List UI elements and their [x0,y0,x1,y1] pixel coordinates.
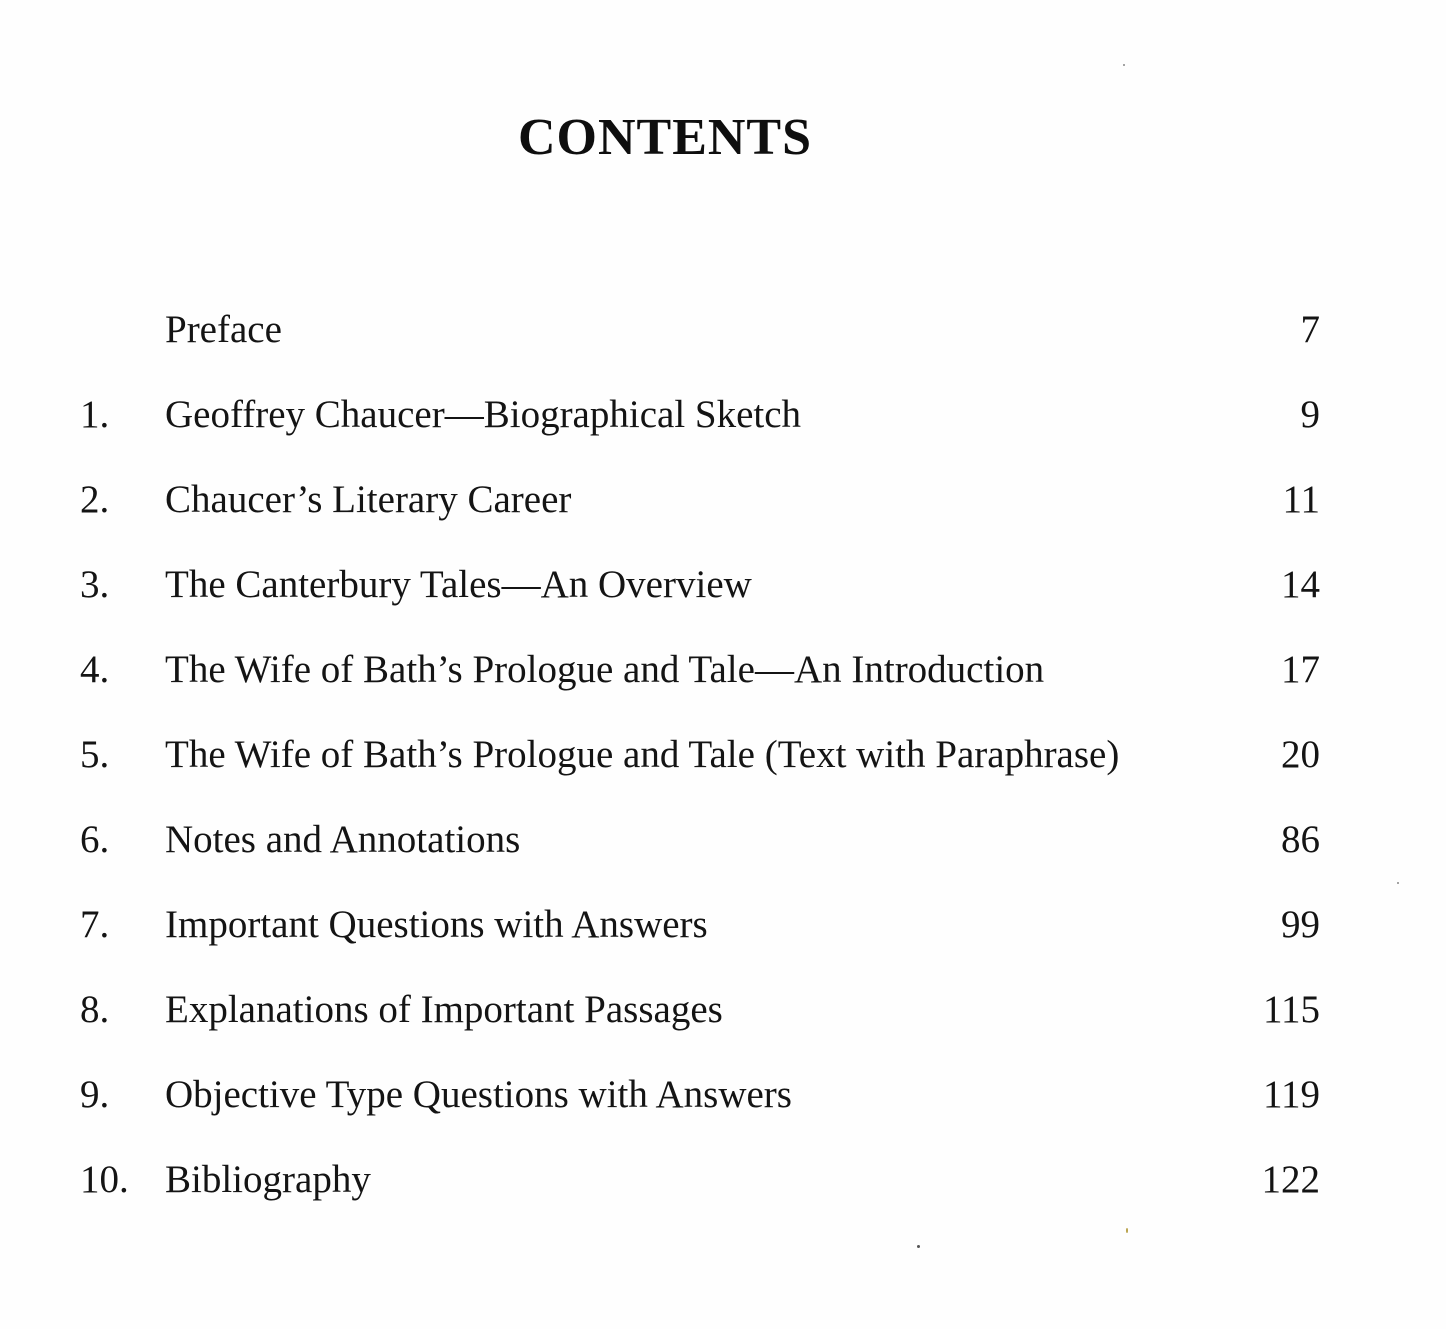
entry-page-number: 7 [1300,308,1320,351]
entry-number: 4. [80,648,110,691]
entry-page-number: 20 [1281,733,1320,776]
scan-speck [1397,882,1399,884]
scan-speck [1126,1228,1128,1233]
toc-entry[interactable] [0,895,1446,955]
entry-number: 10. [80,1158,129,1201]
toc-entry[interactable] [0,725,1446,785]
entry-title: Objective Type Questions with Answers [165,1073,792,1116]
entry-page-number: 122 [1261,1158,1320,1201]
entry-number: 6. [80,818,110,861]
entry-page-number: 17 [1281,648,1320,691]
toc-entry[interactable] [0,385,1446,445]
entry-page-number: 99 [1281,903,1320,946]
entry-page-number: 115 [1262,988,1320,1031]
entry-page-number: 119 [1262,1073,1320,1116]
scan-speck [917,1245,920,1248]
toc-entry[interactable] [0,1150,1446,1210]
entry-title: Chaucer’s Literary Career [165,478,572,521]
toc-entry[interactable] [0,980,1446,1040]
entry-title: Notes and Annotations [165,818,521,861]
entry-title: The Wife of Bath’s Prologue and Tale—An Introduction [165,648,1045,691]
toc-entry[interactable] [0,300,1446,360]
entry-number: 7. [80,903,110,946]
entry-title: Preface [165,308,282,351]
toc-entry[interactable] [0,810,1446,870]
entry-number: 2. [80,478,110,521]
entry-page-number: 9 [1300,393,1320,436]
scan-speck [1123,64,1125,66]
entry-title: Geoffrey Chaucer—Biographical Sketch [165,393,802,436]
entry-page-number: 11 [1282,478,1320,521]
entry-title: Bibliography [165,1158,371,1201]
entry-title: The Wife of Bath’s Prologue and Tale (Text with Paraphrase) [165,733,1120,776]
entry-number: 1. [80,393,110,436]
page-title: CONTENTS [517,109,813,166]
entry-number: 5. [80,733,110,776]
entry-title: Important Questions with Answers [165,903,708,946]
toc-entry[interactable] [0,470,1446,530]
entry-page-number: 14 [1281,563,1320,606]
toc-entry[interactable] [0,1065,1446,1125]
entry-number: 3. [80,563,110,606]
toc-entry[interactable] [0,640,1446,700]
toc-entry[interactable] [0,555,1446,615]
entry-number: 9. [80,1073,110,1116]
entry-number: 8. [80,988,110,1031]
entry-title: The Canterbury Tales—An Overview [165,563,752,606]
entry-page-number: 86 [1281,818,1320,861]
entry-title: Explanations of Important Passages [165,988,723,1031]
